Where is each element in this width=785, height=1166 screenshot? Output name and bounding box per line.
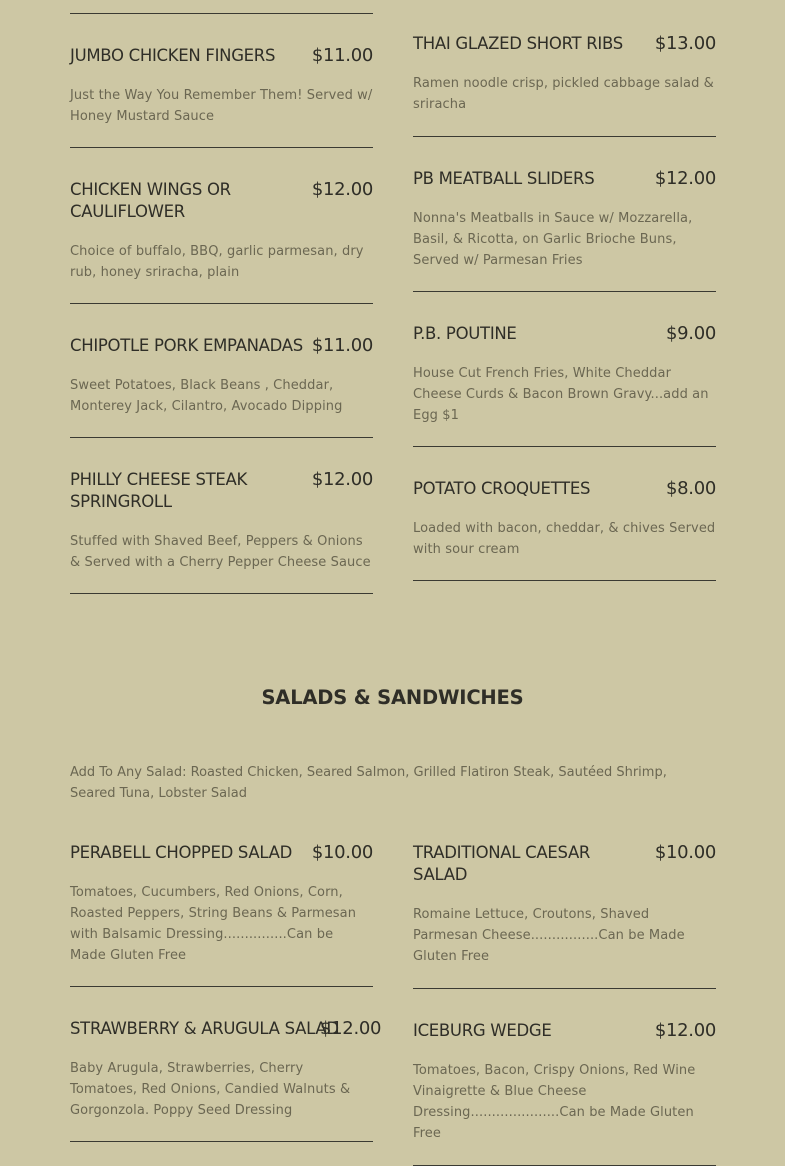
item-name: POTATO CROQUETTES	[413, 479, 591, 498]
salads-right-column	[413, 842, 716, 1166]
menu-item-traditional-caesar-salad	[413, 842, 716, 967]
item-name: PERABELL CHOPPED SALAD	[70, 843, 293, 862]
item-name: PHILLY CHEESE STEAK SPRINGROLL	[70, 470, 248, 511]
menu-item-iceburg-wedge	[413, 1020, 716, 1144]
item-name: JUMBO CHICKEN FINGERS	[70, 46, 276, 65]
menu-item-perabell-chopped-salad	[70, 842, 373, 966]
item-price: $11.00	[311, 335, 373, 356]
section-title: SALADS & SANDWICHES	[261, 686, 524, 709]
divider	[70, 986, 373, 987]
menu-item-chipotle-pork-empanadas	[70, 335, 373, 417]
item-price: $11.00	[311, 45, 373, 66]
item-description: Tomatoes, Cucumbers, Red Onions, Corn, Roasted Peppers, String Beans & Parmesan with Balsamic Dressing...............Can be Made Gluten Free	[70, 885, 357, 963]
menu-item-thai-glazed-short-ribs	[413, 33, 716, 115]
item-name: CHIPOTLE PORK EMPANADAS	[70, 336, 303, 355]
divider	[70, 437, 373, 438]
item-name: TRADITIONAL CAESAR SALAD	[413, 843, 591, 884]
item-price: $12.00	[311, 179, 373, 200]
divider	[70, 1141, 373, 1142]
item-price: $12.00	[654, 168, 716, 189]
item-price: $12.00	[320, 1018, 382, 1039]
item-description: Sweet Potatoes, Black Beans , Cheddar, Monterey Jack, Cilantro, Avocado Dipping	[70, 378, 343, 414]
divider	[70, 593, 373, 594]
menu-item-strawberry-arugula-salad	[70, 1018, 382, 1121]
item-description: House Cut French Fries, White Cheddar Cheese Curds & Bacon Brown Gravy...add an Egg $1	[413, 366, 709, 423]
item-price: $12.00	[311, 469, 373, 490]
item-name: PB MEATBALL SLIDERS	[413, 169, 595, 188]
section-note: Add To Any Salad: Roasted Chicken, Seared Salmon, Grilled Flatiron Steak, Sautéed Shrimp, Seared Tuna, Lobster Salad	[70, 765, 667, 801]
divider	[70, 13, 373, 14]
item-price: $8.00	[665, 478, 716, 499]
item-name: CHICKEN WINGS OR CAULIFLOWER	[70, 180, 231, 221]
menu-item-pb-meatball-sliders	[413, 168, 716, 271]
item-price: $10.00	[311, 842, 373, 863]
item-price: $12.00	[654, 1020, 716, 1041]
menu-item-philly-cheese-steak-springroll	[70, 469, 373, 573]
item-name: STRAWBERRY & ARUGULA SALAD	[70, 1019, 339, 1038]
appetizers-left-column	[70, 0, 373, 594]
item-description: Ramen noodle crisp, pickled cabbage salad & sriracha	[413, 76, 714, 112]
item-description: Choice of buffalo, BBQ, garlic parmesan, dry rub, honey sriracha, plain	[70, 244, 364, 280]
salads-left-column	[70, 842, 382, 1142]
item-price: $13.00	[654, 33, 716, 54]
menu-item-pb-poutine	[413, 323, 716, 426]
divider	[413, 988, 716, 989]
divider	[413, 291, 716, 292]
item-description: Baby Arugula, Strawberries, Cherry Tomatoes, Red Onions, Candied Walnuts & Gorgonzola. Poppy Seed Dressing	[70, 1061, 351, 1118]
item-description: Tomatoes, Bacon, Crispy Onions, Red Wine Vinaigrette & Blue Cheese Dressing.....................Can be Made Gluten Free	[413, 1063, 696, 1141]
item-price: $9.00	[665, 323, 716, 344]
item-price: $10.00	[654, 842, 716, 863]
divider	[413, 446, 716, 447]
divider	[413, 580, 716, 581]
divider	[70, 303, 373, 304]
item-description: Nonna's Meatballs in Sauce w/ Mozzarella, Basil, & Ricotta, on Garlic Brioche Buns, Served w/ Parmesan Fries	[413, 211, 693, 268]
item-name: THAI GLAZED SHORT RIBS	[413, 34, 623, 53]
item-description: Stuffed with Shaved Beef, Peppers & Onions & Served with a Cherry Pepper Cheese Sauce	[70, 534, 371, 570]
menu-item-jumbo-chicken-fingers	[70, 45, 373, 127]
item-description: Just the Way You Remember Them! Served w/ Honey Mustard Sauce	[70, 88, 373, 124]
divider	[70, 147, 373, 148]
item-name: ICEBURG WEDGE	[413, 1021, 552, 1040]
appetizers-right-column	[413, 0, 716, 581]
item-description: Loaded with bacon, cheddar, & chives Served with sour cream	[413, 521, 716, 557]
menu-item-potato-croquettes	[413, 478, 716, 560]
divider	[413, 136, 716, 137]
item-name: P.B. POUTINE	[413, 324, 517, 343]
item-description: Romaine Lettuce, Croutons, Shaved Parmesan Cheese................Can be Made Gluten Free	[413, 907, 685, 964]
menu-item-chicken-wings	[70, 179, 373, 283]
